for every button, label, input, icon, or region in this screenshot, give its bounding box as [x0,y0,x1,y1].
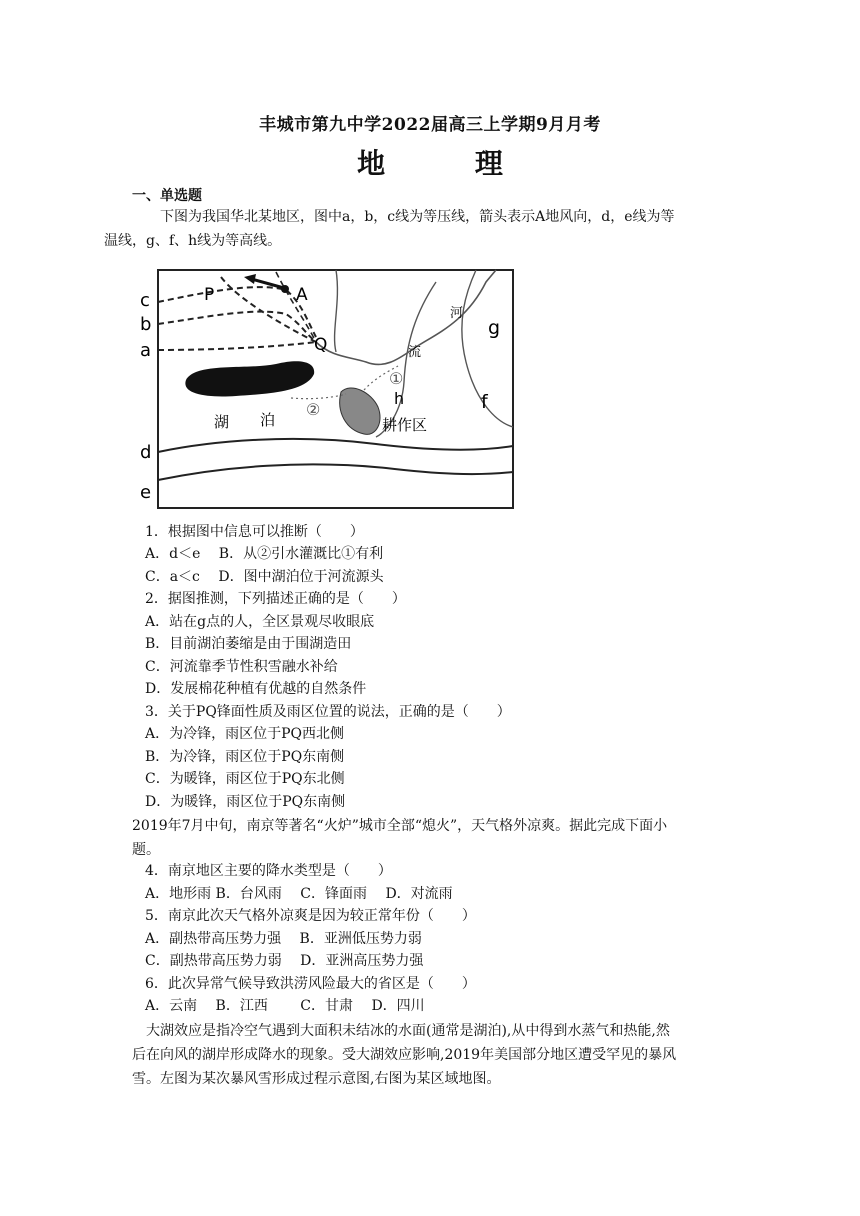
q4-stem: 4．南京地区主要的降水类型是（ ） [145,863,392,879]
label-p: P [204,285,215,305]
section-heading: 一、单选题 [132,188,202,204]
label-river-2: 流 [408,345,422,360]
label-d: d [140,442,152,463]
label-farm: 耕作区 [382,416,428,434]
q3-stem: 3．关于PQ锋面性质及雨区位置的说法，正确的是（ ） [145,704,511,720]
q3-option-b: B．为冷锋，雨区位于PQ东南侧 [145,749,345,765]
intro-1-line-1: 下图为我国华北某地区，图中a，b，c线为等压线，箭头表示A地风向，d，e线为等 [160,209,675,225]
intro-3-line-2: 后在向风的湖岸形成降水的现象。受大湖效应影响,2019年美国部分地区遭受罕见的暴风 [132,1047,677,1063]
q2-stem: 2．据图推测，下列描述正确的是（ ） [145,591,406,607]
contour-line-left [335,270,338,352]
isobar-a [158,342,316,350]
label-q: Q [314,335,328,355]
wind-arrow-head [244,274,256,284]
q2-option-d: D．发展棉花种植有优越的自然条件 [145,681,367,697]
map-figure [136,262,516,512]
label-lake-2: 泊 [260,411,276,429]
river-line [316,270,496,364]
q5-options-cd: C．副热带高压势力弱 D．亚洲高压势力强 [145,953,424,969]
contour-line-f [376,282,436,437]
q3-option-c: C．为暖锋，雨区位于PQ东北侧 [145,771,345,787]
intro-paragraph-2 [132,814,730,862]
isotherm-d [158,439,513,452]
point-a-dot [281,285,289,293]
label-e: e [140,482,152,503]
q4-options: A．地形雨 B．台风雨 C．锋面雨 D．对流雨 [145,886,453,902]
isobar-b [158,312,316,342]
q1-options-cd: C．a＜c D．图中湖泊位于河流源头 [145,569,384,585]
label-g: g [488,317,501,339]
canal-2 [291,394,346,399]
q2-option-c: C．河流靠季节性积雪融水补给 [145,659,338,675]
q3-option-a: A．为冷锋，雨区位于PQ西北侧 [145,726,345,742]
q6-options: A．云南 B．江西 C．甘肃 D．四川 [145,998,425,1014]
label-circle-2: ② [306,400,321,419]
q2-option-b: B．目前湖泊萎缩是由于围湖造田 [145,636,352,652]
isotherm-e [158,464,513,480]
intro-paragraph-1 [104,205,730,253]
isobar-c [158,287,316,337]
q2-option-a: A．站在g点的人，全区景观尽收眼底 [145,614,375,630]
q6-stem: 6．此次异常气候导致洪涝风险最大的省区是（ ） [145,976,476,992]
label-circle-1: ① [389,369,404,388]
label-h: h [394,389,405,408]
intro-paragraph-3 [132,1019,732,1091]
label-c: c [140,290,150,311]
farm-area [340,388,380,434]
subject-title: 地 理 [357,147,543,180]
q1-stem: 1．根据图中信息可以推断（ ） [145,524,364,540]
intro-3-line-1: 大湖效应是指冷空气遇到大面积未结冰的水面(通常是湖泊),从中得到水蒸气和热能,然 [146,1023,670,1039]
q1-options-ab: A．d＜e B．从②引水灌溉比①有利 [145,546,384,562]
lake-shape [185,361,314,396]
label-f: f [481,391,488,413]
intro-3-line-3: 雪。左图为某次暴风雪形成过程示意图,右图为某区域地图。 [132,1071,501,1087]
intro-2-line-2: 题。 [132,842,160,858]
intro-2-line-1: 2019年7月中旬，南京等著名“火炉”城市全部“熄火”，天气格外凉爽。据此完成下面小 [132,818,668,834]
intro-1-line-2: 温线，g、f、h线为等高线。 [104,233,282,249]
label-lake-1: 湖 [214,413,230,431]
exam-title: 丰城市第九中学2022届高三上学期9月月考 [259,115,601,135]
label-b: b [140,314,152,335]
q3-option-d: D．为暖锋，雨区位于PQ东南侧 [145,794,346,810]
q5-options-ab: A．副热带高压势力强 B．亚洲低压势力弱 [145,931,422,947]
label-river-1: 河 [450,306,464,321]
q5-stem: 5．南京此次天气格外凉爽是因为较正常年份（ ） [145,908,476,924]
label-a: a [140,340,152,361]
label-a-point: A [296,285,308,305]
